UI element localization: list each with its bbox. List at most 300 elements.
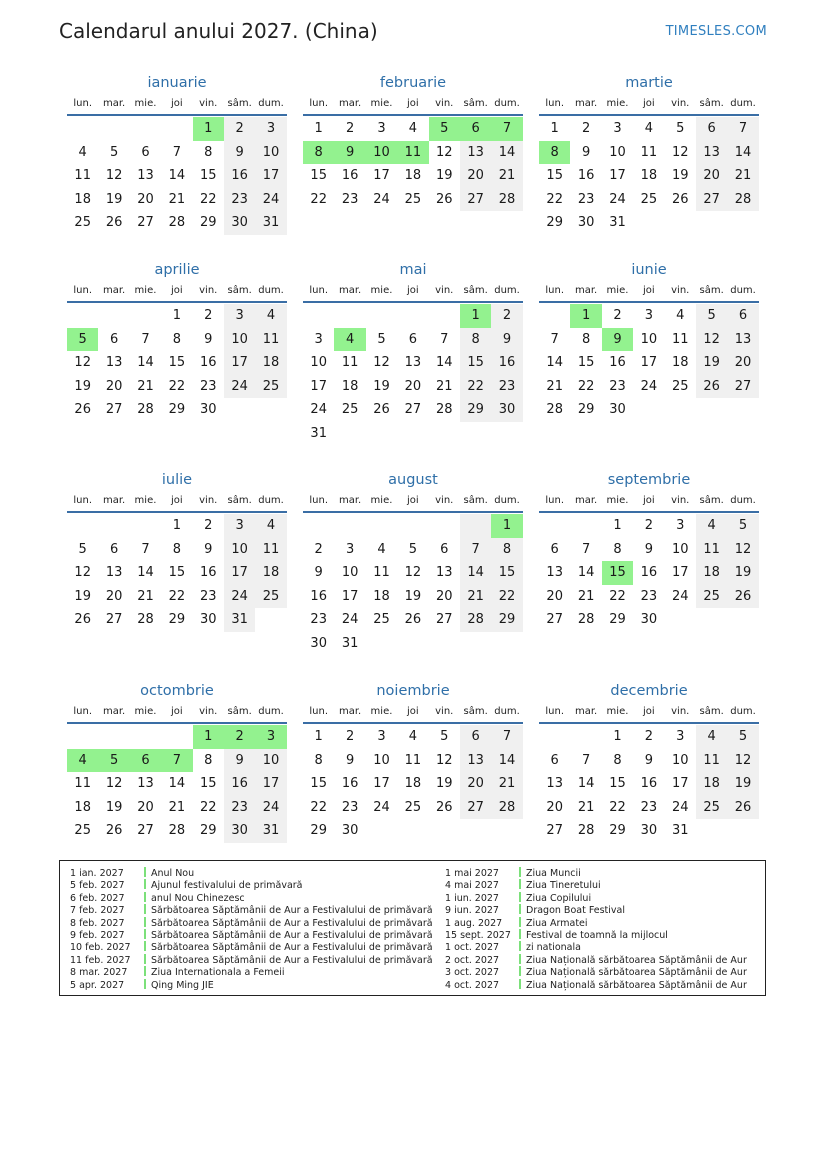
weekend-day: 14 bbox=[491, 749, 522, 773]
weekday-label: lun. bbox=[309, 706, 329, 717]
holiday-day: 7 bbox=[161, 749, 192, 773]
holiday-marker bbox=[519, 904, 521, 914]
weekend-day: 18 bbox=[696, 772, 727, 796]
weekday-label: mar. bbox=[102, 98, 126, 109]
holiday-entry bbox=[70, 929, 433, 941]
empty-cell bbox=[539, 725, 570, 749]
weekend-day: 26 bbox=[727, 585, 758, 609]
weekday-label: mie. bbox=[370, 285, 393, 296]
month-name: ianuarie bbox=[147, 75, 207, 91]
weekday-header bbox=[539, 94, 759, 116]
day-cell: 29 bbox=[199, 823, 217, 839]
holiday-date: 1 iun. 2027 bbox=[445, 892, 499, 904]
holiday-date: 4 mai 2027 bbox=[445, 880, 499, 892]
weekend-day: 20 bbox=[460, 772, 491, 796]
holiday-entry bbox=[445, 879, 747, 891]
holiday-day: 4 bbox=[334, 328, 365, 352]
holiday-marker bbox=[144, 954, 146, 964]
weekend-day: 2 bbox=[491, 304, 522, 328]
weekend-day: 14 bbox=[460, 561, 491, 585]
day-cell: 13 bbox=[435, 565, 453, 581]
day-cell: 18 bbox=[74, 191, 91, 207]
page-title: Calendarul anului 2027. (China) bbox=[59, 19, 378, 43]
day-cell: 17 bbox=[640, 355, 658, 371]
weekend-day: 23 bbox=[491, 375, 522, 399]
day-cell: 11 bbox=[74, 776, 91, 792]
day-cell: 17 bbox=[609, 168, 626, 184]
holiday-name: Festival de toamnă la mijlocul bbox=[526, 929, 668, 941]
day-cell: 30 bbox=[199, 612, 217, 628]
day-cell: 7 bbox=[172, 144, 181, 160]
day-cell: 4 bbox=[676, 308, 685, 323]
day-cell: 22 bbox=[609, 588, 626, 604]
day-cell: 23 bbox=[199, 378, 217, 394]
weekday-label: joi bbox=[407, 285, 419, 296]
holiday-date: 8 feb. 2027 bbox=[70, 917, 125, 929]
days-grid bbox=[67, 514, 287, 632]
weekday-label: mar. bbox=[338, 706, 362, 717]
weekday-label: dum. bbox=[730, 706, 756, 717]
day-cell: 28 bbox=[137, 402, 154, 418]
weekend-day: 30 bbox=[224, 211, 255, 235]
weekend-day: 17 bbox=[224, 351, 255, 375]
holiday-entry bbox=[70, 904, 433, 916]
day-cell: 14 bbox=[435, 355, 453, 371]
weekend-day: 4 bbox=[696, 514, 727, 538]
weekend-day: 10 bbox=[255, 749, 286, 773]
day-cell: 8 bbox=[172, 331, 181, 347]
day-cell: 28 bbox=[137, 612, 154, 628]
holiday-name: Ziua Națională sărbătoarea Săptămânii de Aur bbox=[526, 954, 747, 966]
day-cell: 17 bbox=[373, 168, 390, 184]
day-cell: 7 bbox=[581, 541, 591, 557]
weekday-header bbox=[67, 702, 287, 724]
weekend-day: 30 bbox=[491, 398, 522, 422]
day-cell: 5 bbox=[408, 541, 417, 557]
weekend-day: 21 bbox=[491, 164, 522, 188]
day-cell: 30 bbox=[609, 402, 626, 418]
month-februarie bbox=[303, 72, 523, 211]
holiday-entry bbox=[70, 979, 433, 991]
weekday-header bbox=[539, 281, 759, 303]
weekend-day: 4 bbox=[696, 725, 727, 749]
day-cell: 27 bbox=[435, 612, 453, 628]
holiday-date: 1 oct. 2027 bbox=[445, 942, 500, 954]
weekend-day: 28 bbox=[491, 796, 522, 820]
weekend-day: 28 bbox=[460, 608, 491, 632]
weekend-day: 16 bbox=[224, 164, 255, 188]
weekend-day: 6 bbox=[727, 304, 758, 328]
day-cell: 12 bbox=[404, 565, 422, 581]
day-cell: 21 bbox=[137, 588, 154, 604]
day-cell: 16 bbox=[199, 355, 217, 371]
day-cell: 20 bbox=[546, 588, 563, 604]
weekend-day: 16 bbox=[224, 772, 255, 796]
day-cell: 5 bbox=[109, 144, 119, 160]
weekend-day: 15 bbox=[491, 561, 522, 585]
holiday-day: 1 bbox=[193, 725, 224, 749]
day-cell: 22 bbox=[546, 191, 563, 207]
holiday-name: Ziua Națională sărbătoarea Săptămânii de Aur bbox=[526, 979, 747, 991]
weekday-label: dum. bbox=[494, 98, 520, 109]
day-cell: 31 bbox=[310, 425, 327, 441]
holiday-entry bbox=[445, 941, 747, 953]
weekday-label: mie. bbox=[606, 706, 629, 717]
weekend-day: 27 bbox=[460, 796, 491, 820]
month-martie bbox=[539, 72, 759, 235]
weekend-day: 21 bbox=[491, 772, 522, 796]
day-cell: 1 bbox=[314, 729, 323, 744]
holiday-day: 7 bbox=[491, 117, 522, 141]
weekday-header bbox=[67, 491, 287, 513]
empty-cell bbox=[98, 725, 129, 749]
day-cell: 25 bbox=[74, 215, 91, 231]
weekday-header bbox=[303, 94, 523, 116]
day-cell: 2 bbox=[345, 729, 355, 744]
empty-cell bbox=[161, 725, 192, 749]
weekday-label: vin. bbox=[435, 495, 454, 506]
day-cell: 16 bbox=[577, 168, 595, 184]
weekend-day: 31 bbox=[255, 211, 286, 235]
holiday-marker bbox=[519, 979, 521, 989]
holiday-name: Ziua Tineretului bbox=[526, 880, 601, 892]
day-cell: 6 bbox=[550, 541, 559, 557]
weekend-day: 10 bbox=[224, 328, 255, 352]
holiday-day: 5 bbox=[429, 117, 460, 141]
weekday-label: sâm. bbox=[227, 285, 252, 296]
weekday-label: lun. bbox=[73, 706, 93, 717]
day-cell: 6 bbox=[109, 331, 119, 347]
day-cell: 9 bbox=[644, 752, 653, 768]
holiday-day: 1 bbox=[193, 117, 224, 141]
day-cell: 29 bbox=[168, 612, 186, 628]
day-cell: 5 bbox=[78, 541, 87, 557]
empty-cell bbox=[98, 117, 129, 141]
day-cell: 30 bbox=[341, 823, 359, 839]
day-cell: 1 bbox=[172, 518, 181, 533]
empty-cell bbox=[67, 117, 98, 141]
holiday-name: Ziua Copilului bbox=[526, 892, 592, 904]
weekday-label: mie. bbox=[606, 98, 629, 109]
days-grid bbox=[303, 725, 523, 843]
weekend-day: 24 bbox=[224, 375, 255, 399]
day-cell: 21 bbox=[168, 799, 186, 815]
holiday-date: 11 feb. 2027 bbox=[70, 954, 131, 966]
weekend-day: 11 bbox=[696, 749, 727, 773]
weekend-day: 20 bbox=[727, 351, 758, 375]
holiday-marker bbox=[519, 929, 521, 939]
holiday-marker bbox=[144, 929, 146, 939]
days-grid bbox=[539, 117, 759, 235]
weekday-label: mie. bbox=[370, 495, 393, 506]
weekend-day: 17 bbox=[224, 561, 255, 585]
weekend-day: 24 bbox=[224, 585, 255, 609]
weekday-label: vin. bbox=[199, 285, 218, 296]
day-cell: 3 bbox=[377, 121, 386, 136]
day-cell: 27 bbox=[546, 612, 563, 628]
weekend-day: 7 bbox=[491, 725, 522, 749]
day-cell: 16 bbox=[341, 776, 359, 792]
weekend-day: 14 bbox=[491, 141, 522, 165]
weekday-label: dum. bbox=[258, 98, 284, 109]
day-cell: 11 bbox=[640, 144, 658, 160]
weekday-label: lun. bbox=[73, 98, 93, 109]
weekend-day: 5 bbox=[696, 304, 727, 328]
holiday-marker bbox=[144, 904, 146, 914]
empty-cell bbox=[366, 304, 397, 328]
day-cell: 25 bbox=[341, 402, 359, 418]
weekday-label: mie. bbox=[606, 495, 629, 506]
holiday-date: 6 feb. 2027 bbox=[70, 892, 125, 904]
day-cell: 16 bbox=[640, 776, 658, 792]
weekday-header bbox=[539, 702, 759, 724]
day-cell: 4 bbox=[644, 121, 653, 136]
day-cell: 12 bbox=[105, 168, 123, 184]
weekend-day: 4 bbox=[255, 304, 286, 328]
weekend-day: 22 bbox=[491, 585, 522, 609]
weekend-day: 30 bbox=[224, 819, 255, 843]
weekday-label: joi bbox=[643, 706, 655, 717]
holiday-day: 1 bbox=[460, 304, 491, 328]
holiday-day: 9 bbox=[602, 328, 633, 352]
day-cell: 7 bbox=[440, 331, 449, 347]
month-decembrie bbox=[539, 680, 759, 843]
day-cell: 2 bbox=[204, 518, 213, 533]
day-cell: 23 bbox=[577, 191, 595, 207]
weekday-label: sâm. bbox=[699, 285, 724, 296]
day-cell: 6 bbox=[141, 144, 150, 160]
weekend-day: 21 bbox=[460, 585, 491, 609]
day-cell: 20 bbox=[137, 191, 154, 207]
day-cell: 31 bbox=[341, 635, 359, 651]
day-cell: 24 bbox=[609, 191, 626, 207]
day-cell: 17 bbox=[341, 588, 359, 604]
weekday-label: sâm. bbox=[463, 706, 488, 717]
weekday-label: sâm. bbox=[227, 706, 252, 717]
day-cell: 26 bbox=[74, 402, 91, 418]
day-cell: 11 bbox=[341, 355, 359, 371]
day-cell: 12 bbox=[435, 752, 453, 768]
day-cell: 25 bbox=[373, 612, 390, 628]
weekday-label: vin. bbox=[435, 98, 454, 109]
month-name: februarie bbox=[379, 75, 447, 91]
days-grid bbox=[539, 725, 759, 843]
day-cell: 4 bbox=[408, 121, 417, 136]
day-cell: 24 bbox=[373, 191, 390, 207]
month-name: august bbox=[388, 472, 438, 488]
weekday-label: joi bbox=[171, 285, 183, 296]
weekend-day: 8 bbox=[491, 538, 522, 562]
weekday-label: mie. bbox=[134, 98, 157, 109]
empty-cell bbox=[539, 514, 570, 538]
day-cell: 23 bbox=[640, 588, 658, 604]
day-cell: 29 bbox=[310, 823, 327, 839]
day-cell: 9 bbox=[314, 565, 323, 581]
weekday-label: vin. bbox=[435, 285, 454, 296]
month-name: septembrie bbox=[607, 472, 691, 488]
weekend-day: 26 bbox=[696, 375, 727, 399]
month-name: noiembrie bbox=[376, 683, 450, 699]
day-cell: 13 bbox=[137, 776, 154, 792]
weekday-label: vin. bbox=[199, 706, 218, 717]
holiday-marker bbox=[144, 892, 146, 902]
weekday-label: vin. bbox=[671, 285, 690, 296]
day-cell: 19 bbox=[373, 378, 390, 394]
day-cell: 3 bbox=[644, 308, 653, 323]
weekend-day: 17 bbox=[255, 164, 286, 188]
holiday-day: 6 bbox=[460, 117, 491, 141]
weekday-label: sâm. bbox=[227, 98, 252, 109]
day-cell: 8 bbox=[314, 752, 323, 768]
weekend-day: 29 bbox=[491, 608, 522, 632]
day-cell: 10 bbox=[373, 752, 390, 768]
days-grid bbox=[303, 304, 523, 446]
holiday-marker bbox=[144, 941, 146, 951]
weekday-label: sâm. bbox=[463, 98, 488, 109]
holiday-date: 1 mai 2027 bbox=[445, 868, 499, 879]
day-cell: 22 bbox=[310, 799, 327, 815]
day-cell: 6 bbox=[408, 331, 417, 347]
holiday-entry bbox=[70, 954, 433, 966]
empty-cell bbox=[161, 117, 192, 141]
day-cell: 20 bbox=[105, 378, 123, 394]
weekend-day: 9 bbox=[491, 328, 522, 352]
month-septembrie bbox=[539, 469, 759, 632]
holiday-name: Ajunul festivalului de primăvară bbox=[151, 880, 303, 892]
weekend-day: 25 bbox=[696, 796, 727, 820]
weekend-day: 13 bbox=[460, 141, 491, 165]
holiday-name: anul Nou Chinezesc bbox=[151, 892, 245, 904]
weekday-label: joi bbox=[643, 285, 655, 296]
holiday-date: 9 feb. 2027 bbox=[70, 929, 125, 941]
weekend-day: 17 bbox=[255, 772, 286, 796]
weekend-day: 5 bbox=[727, 725, 758, 749]
empty-cell bbox=[570, 514, 601, 538]
month-aprilie bbox=[67, 259, 287, 422]
weekend-day: 6 bbox=[460, 725, 491, 749]
weekend-day: 28 bbox=[727, 188, 758, 212]
day-cell: 19 bbox=[671, 168, 689, 184]
day-cell: 20 bbox=[435, 588, 453, 604]
weekend-day: 22 bbox=[460, 375, 491, 399]
day-cell: 24 bbox=[310, 402, 327, 418]
day-cell: 14 bbox=[137, 565, 154, 581]
holiday-name: Ziua Națională sărbătoarea Săptămânii de Aur bbox=[526, 967, 747, 979]
holiday-entry bbox=[70, 941, 433, 953]
day-cell: 29 bbox=[609, 823, 626, 839]
day-cell: 27 bbox=[105, 402, 123, 418]
day-cell: 10 bbox=[640, 331, 658, 347]
holiday-entry bbox=[445, 892, 747, 904]
day-cell: 2 bbox=[581, 121, 591, 136]
day-cell: 26 bbox=[435, 799, 453, 815]
day-cell: 23 bbox=[341, 799, 359, 815]
holiday-marker bbox=[519, 941, 521, 951]
day-cell: 12 bbox=[74, 355, 91, 371]
day-cell: 29 bbox=[546, 215, 563, 231]
day-cell: 22 bbox=[609, 799, 626, 815]
day-cell: 14 bbox=[577, 776, 595, 792]
day-cell: 11 bbox=[671, 331, 689, 347]
day-cell: 10 bbox=[341, 565, 359, 581]
holiday-date: 1 aug. 2027 bbox=[445, 917, 503, 929]
weekday-label: sâm. bbox=[227, 495, 252, 506]
weekday-header bbox=[539, 491, 759, 513]
day-cell: 18 bbox=[671, 355, 689, 371]
weekend-day: 14 bbox=[727, 141, 758, 165]
holiday-entry bbox=[445, 917, 747, 929]
month-name: iulie bbox=[161, 472, 193, 488]
days-grid bbox=[539, 514, 759, 632]
day-cell: 18 bbox=[341, 378, 359, 394]
day-cell: 12 bbox=[435, 144, 453, 160]
day-cell: 22 bbox=[199, 191, 217, 207]
holiday-marker bbox=[144, 917, 146, 927]
day-cell: 15 bbox=[199, 776, 217, 792]
weekday-label: joi bbox=[643, 98, 655, 109]
weekend-day: 10 bbox=[224, 538, 255, 562]
day-cell: 16 bbox=[310, 588, 327, 604]
weekday-label: lun. bbox=[73, 285, 93, 296]
weekday-header bbox=[303, 281, 523, 303]
month-name: aprilie bbox=[154, 262, 200, 278]
holiday-marker bbox=[519, 867, 521, 877]
day-cell: 30 bbox=[640, 612, 658, 628]
holiday-day: 11 bbox=[397, 141, 428, 165]
day-cell: 2 bbox=[613, 308, 622, 323]
day-cell: 2 bbox=[314, 541, 323, 557]
weekend-day: 19 bbox=[696, 351, 727, 375]
day-cell: 30 bbox=[199, 402, 217, 418]
weekend-day: 13 bbox=[460, 749, 491, 773]
holiday-name: Sărbătoarea Săptămânii de Aur a Festivalului de primăvară bbox=[151, 942, 433, 954]
day-cell: 26 bbox=[373, 402, 390, 418]
weekend-day: 3 bbox=[255, 117, 286, 141]
day-cell: 12 bbox=[373, 355, 390, 371]
day-cell: 18 bbox=[640, 168, 658, 184]
weekday-label: dum. bbox=[494, 495, 520, 506]
weekday-label: mie. bbox=[134, 285, 157, 296]
weekday-label: mar. bbox=[338, 495, 362, 506]
day-cell: 22 bbox=[199, 799, 217, 815]
brand-link[interactable]: TIMESLES.COM bbox=[665, 24, 767, 39]
day-cell: 4 bbox=[78, 144, 87, 160]
holiday-marker bbox=[144, 966, 146, 976]
weekday-label: mar. bbox=[574, 495, 598, 506]
weekday-label: lun. bbox=[545, 285, 565, 296]
day-cell: 19 bbox=[74, 378, 91, 394]
weekend-day: 5 bbox=[727, 514, 758, 538]
day-cell: 16 bbox=[640, 565, 658, 581]
day-cell: 24 bbox=[671, 799, 689, 815]
month-name: martie bbox=[625, 75, 673, 91]
day-cell: 2 bbox=[644, 729, 653, 744]
weekday-label: sâm. bbox=[699, 706, 724, 717]
day-cell: 19 bbox=[74, 588, 91, 604]
holiday-name: zi nationala bbox=[526, 942, 581, 954]
day-cell: 10 bbox=[609, 144, 626, 160]
day-cell: 15 bbox=[199, 168, 217, 184]
holiday-name: Sărbătoarea Săptămânii de Aur a Festivalului de primăvară bbox=[151, 905, 433, 917]
month-name: decembrie bbox=[610, 683, 688, 699]
days-grid bbox=[539, 304, 759, 422]
day-cell: 15 bbox=[609, 776, 626, 792]
weekend-day: 25 bbox=[255, 585, 286, 609]
weekday-label: lun. bbox=[545, 706, 565, 717]
weekday-label: sâm. bbox=[699, 495, 724, 506]
holiday-name: Ziua Armatei bbox=[526, 917, 588, 929]
weekday-header bbox=[303, 491, 523, 513]
